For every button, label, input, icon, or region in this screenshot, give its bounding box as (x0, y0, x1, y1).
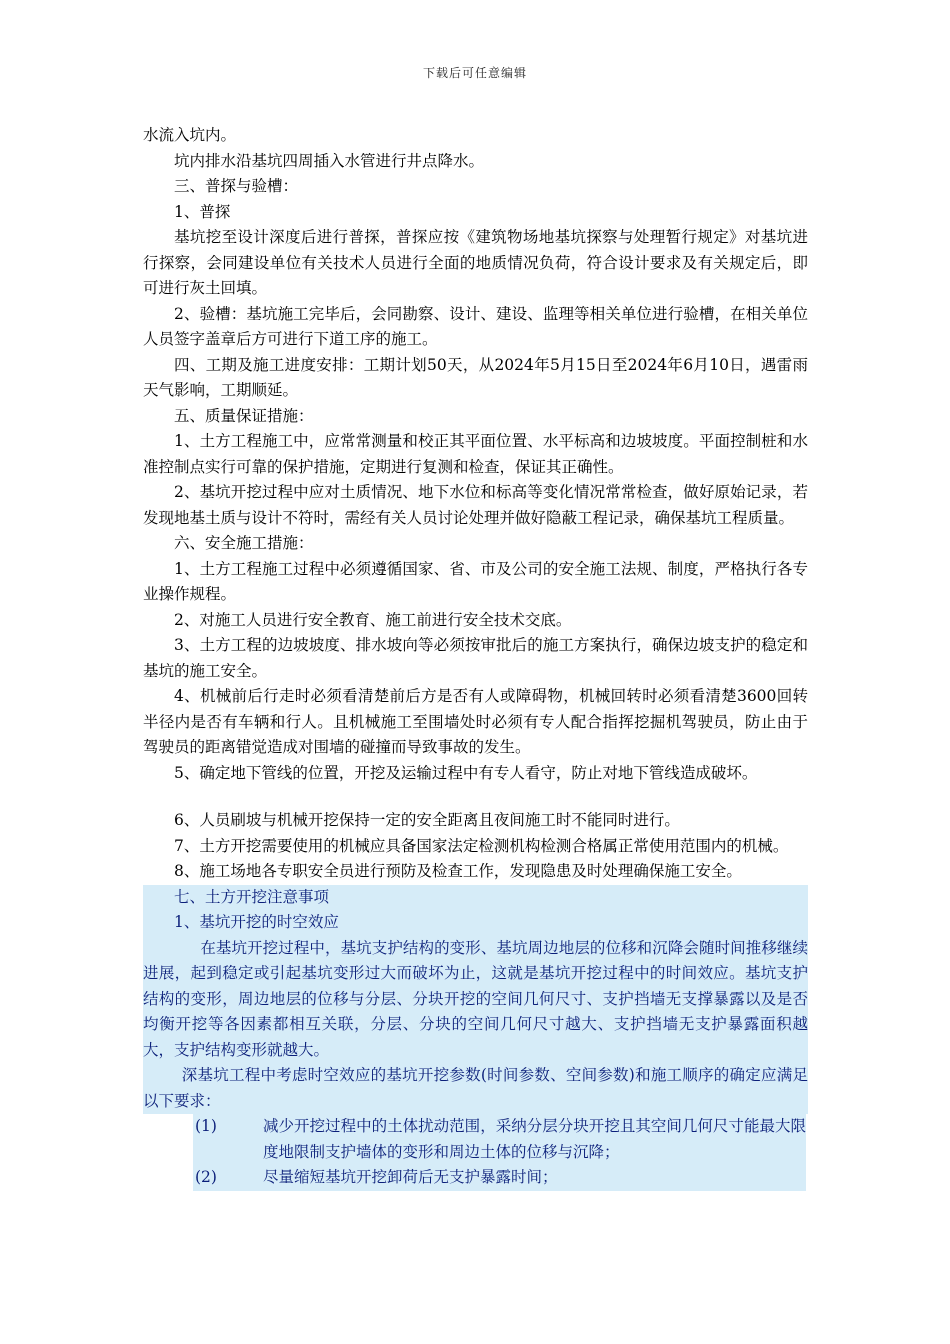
paragraph: 5、确定地下管线的位置，开挖及运输过程中有专人看守，防止对地下管线造成破坏。 (174, 763, 758, 782)
paragraph: 2、验槽：基坑施工完毕后，会同勘察、设计、建设、监理等相关单位进行验槽，在相关单位人员签字盖章后方可进行下道工序的施工。 (143, 304, 808, 348)
paragraph: 2、基坑开挖过程中应对土质情况、地下水位和标高等变化情况常常检查，做好原始记录，若发现地基土质与设计不符时，需经有关人员讨论处理并做好隐蔽工程记录，确保基坑工程质量。 (143, 483, 808, 527)
page-header: 下载后可任意编辑 (422, 66, 527, 80)
section-heading: 五、质量保证措施： (174, 406, 314, 425)
blank-line (143, 786, 808, 808)
paragraph: 3、土方工程的边坡坡度、排水坡向等必须按审批后的施工方案执行，确保边坡支护的稳定和基坑的施工安全。 (143, 636, 808, 680)
section-heading: 七、土方开挖注意事项 (174, 887, 330, 906)
paragraph: 基坑挖至设计深度后进行普探，普探应按《建筑物场地基坑探察与处理暂行规定》对基坑进行探察，会同建设单位有关技术人员进行全面的地质情况负荷，符合设计要求及有关规定后，即可进行灰土回填。 (143, 228, 808, 297)
paragraph: 2、对施工人员进行安全教育、施工前进行安全技术交底。 (174, 610, 572, 629)
document-body (143, 123, 808, 1191)
paragraph: 坑内排水沿基坑四周插入水管进行井点降水。 (174, 151, 485, 170)
paragraph: 1、土方工程施工过程中必须遵循国家、省、市及公司的安全施工法规、制度，严格执行各专业操作规程。 (143, 559, 808, 603)
highlighted-section (143, 885, 808, 1115)
list-item (193, 1114, 806, 1165)
subsection-heading: 1、普探 (174, 202, 231, 221)
section-heading: 三、普探与验槽： (174, 177, 299, 195)
list-text: 尽量缩短基坑开挖卸荷后无支护暴露时间； (263, 1168, 558, 1186)
paragraph: 6、人员刷坡与机械开挖保持一定的安全距离且夜间施工时不能同时进行。 (174, 811, 680, 829)
list-number: (1) (195, 1117, 217, 1135)
paragraph: 7、土方开挖需要使用的机械应具备国家法定检测机构检测合格属正常使用范围内的机械。 (174, 836, 789, 855)
list-number: (2) (195, 1168, 217, 1186)
section-heading: 四、工期及施工进度安排：工期计划50天，从2024年5月15日至2024年6月10日，遇雷雨天气影响，工期顺延。 (143, 355, 808, 399)
paragraph: 在基坑开挖过程中，基坑支护结构的变形、基坑周边地层的位移和沉降会随时间推移继续进展，起到稳定或引起基坑变形过大而破坏为止，这就是基坑开挖过程中的时间效应。基坑支护结构的变形，周边地层的位移与分层、分块开挖的空间几何尺寸、支护挡墙无支撑暴露以及是否均衡开挖等各因素都相互关联，分层、分块的空间几何尺寸越大、支护挡墙无支护暴露面积越大，支护结构变形就越大。 (143, 938, 808, 1059)
paragraph: 1、土方工程施工中，应常常测量和校正其平面位置、水平标高和边坡坡度。平面控制桩和水准控制点实行可靠的保护措施，定期进行复测和检查，保证其正确性。 (143, 432, 808, 476)
paragraph: 水流入坑内。 (143, 126, 237, 144)
section-heading: 六、安全施工措施： (174, 534, 314, 552)
subsection-heading: 1、基坑开挖的时空效应 (174, 913, 339, 931)
paragraph: 深基坑工程中考虑时空效应的基坑开挖参数(时间参数、空间参数)和施工顺序的确定应满足以下要求： (143, 1066, 808, 1110)
paragraph: 4、机械前后行走时必须看清楚前后方是否有人或障碍物，机械回转时必须看清楚3600回转半径内是否有车辆和行人。且机械施工至围墙处时必须有专人配合指挥挖掘机驾驶员，防止由于驾驶员的距离错觉造成对围墙的碰撞而导致事故的发生。 (143, 687, 808, 756)
list-item (193, 1165, 806, 1191)
paragraph: 8、施工场地各专职安全员进行预防及检查工作，发现隐患及时处理确保施工安全。 (174, 862, 742, 880)
list-text: 减少开挖过程中的土体扰动范围，采纳分层分块开挖且其空间几何尺寸能最大限度地限制支护墙体的变形和周边土体的位移与沉降； (263, 1117, 806, 1161)
